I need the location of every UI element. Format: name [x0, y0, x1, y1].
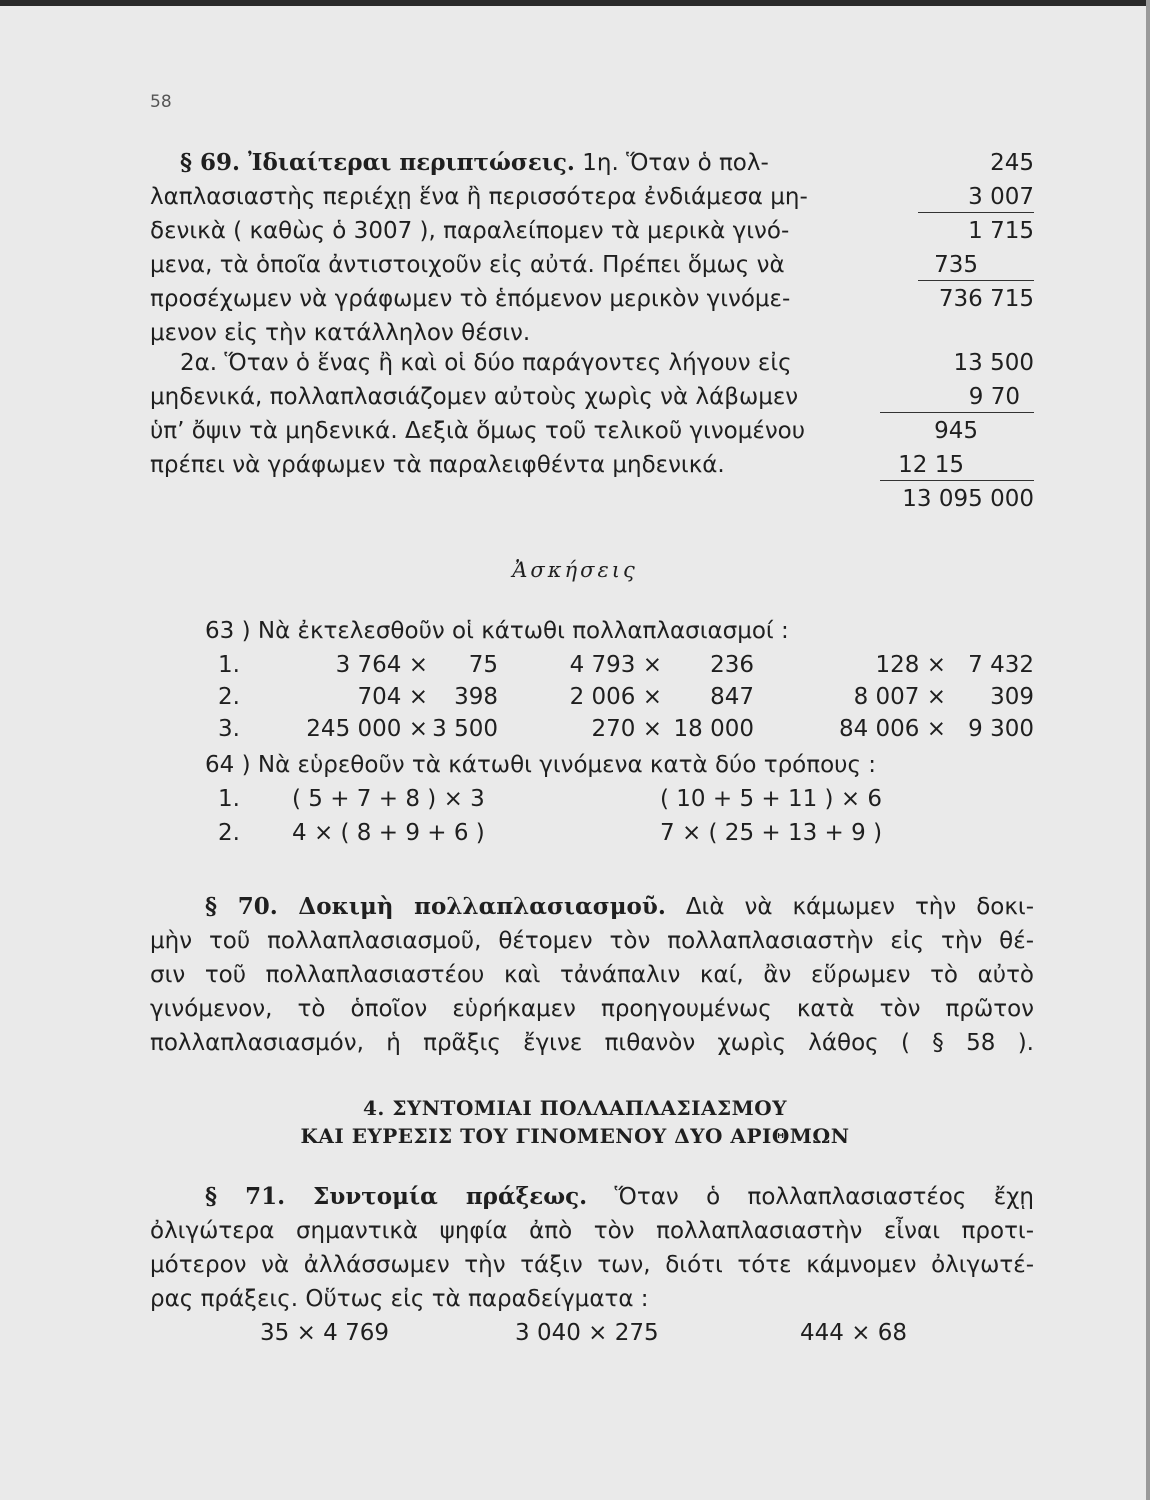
ex63-row1-c: 4 793 ×: [569, 652, 662, 678]
calc2-rule-2: [880, 480, 1034, 481]
calc2-multiplier: 9 70: [968, 384, 1020, 410]
ex63-row3-e: 84 006 ×: [838, 716, 946, 742]
ex64-row2-b: 7 × ( 25 + 13 + 9 ): [660, 820, 883, 846]
calc2-multiplicand: 13 500: [953, 350, 1034, 376]
s71-line-1: ὀλιγώτερα σημαντικὰ ψηφία ἀπὸ τὸν πολλαπλασιαστὴν εἶναι προτι-: [150, 1218, 1034, 1244]
s71-example-2: 3 040 × 275: [515, 1320, 659, 1346]
ex63-row2-b: 398: [454, 684, 498, 710]
s69-line-4: προσέχωμεν νὰ γράφωμεν τὸ ἑπόμενον μερικὸν γινόμε-: [150, 286, 791, 312]
s71-line-0: Ὅταν ὁ πολλαπλασιαστέος ἔχῃ: [614, 1184, 1035, 1210]
ex63-row3-num: 3.: [218, 716, 240, 742]
s69-line-1: λαπλασιαστὴς περιέχῃ ἕνα ἢ περισσότερα ἐνδιάμεσα μη-: [150, 184, 808, 210]
s70-line-3: γινόμενον, τὸ ὁποῖον εὑρήκαμεν προηγουμένως κατὰ τὸν πρῶτον: [150, 996, 1034, 1022]
calc1-multiplier: 3 007: [968, 184, 1034, 210]
calc2-rule-1: [880, 412, 1034, 413]
ex63-row2-a: 704 ×: [357, 684, 428, 710]
ex63-row2-d: 847: [710, 684, 754, 710]
s69b-line-2: ὑπ’ ὄψιν τὰ μηδενικά. Δεξιὰ ὅμως τοῦ τελικοῦ γινομένου: [150, 418, 806, 444]
s69-title: § 69. Ἰδιαίτεραι περιπτώσεις.: [180, 149, 575, 176]
s71-first-line: [205, 1182, 1034, 1212]
s71-example-3: 444 × 68: [800, 1320, 908, 1346]
scan-right-edge: [1146, 0, 1150, 1500]
ex63-row1-b: 75: [468, 652, 498, 678]
calc1-product: 736 715: [938, 286, 1034, 312]
ex63-row3-c: 270 ×: [591, 716, 662, 742]
exercises-title: Ἀσκήσεις: [512, 558, 638, 582]
s69-line-2: δενικὰ ( καθὼς ὁ 3007 ), παραλείπομεν τὰ μερικὰ γινό-: [150, 218, 790, 244]
ex63-row2-e: 8 007 ×: [853, 684, 946, 710]
ex63-prompt: 63 ) Νὰ ἐκτελεσθοῦν οἱ κάτωθι πολλαπλασιασμοί :: [205, 618, 789, 644]
ex63-row1-num: 1.: [218, 652, 240, 678]
s69-line-3: μενα, τὰ ὁποῖα ἀντιστοιχοῦν εἰς αὐτά. Πρέπει ὅμως νὰ: [150, 252, 785, 278]
s70-first-line: [205, 892, 1034, 922]
s71-line-2: μότερον νὰ ἀλλάσσωμεν τὴν τάξιν των, διότι τότε κάμνομεν ὀλιγωτέ-: [150, 1252, 1034, 1278]
calc1-partial-1: 1 715: [968, 218, 1034, 244]
ex64-row1-a: ( 5 + 7 + 8 ) × 3: [292, 786, 485, 812]
calc1-partial-2: 735: [934, 252, 978, 278]
s69-line-5: μενον εἰς τὴν κατάλληλον θέσιν.: [150, 320, 531, 346]
ex63-row3-b: 3 500: [432, 716, 498, 742]
ex63-row1-a: 3 764 ×: [335, 652, 428, 678]
ex63-row2-c: 2 006 ×: [569, 684, 662, 710]
page-number: 58: [150, 92, 172, 112]
ex63-row1-f: 7 432: [968, 652, 1034, 678]
section-heading-line-2: ΚΑΙ ΕΥΡΕΣΙΣ ΤΟΥ ΓΙΝΟΜΕΝΟΥ ΔΥΟ ΑΡΙΘΜΩΝ: [300, 1124, 850, 1148]
ex64-row2-num: 2.: [218, 820, 240, 846]
calc2-product: 13 095 000: [902, 486, 1034, 512]
s70-line-4: πολλαπλασιασμόν, ἡ πρᾶξις ἔγινε πιθανὸν χωρὶς λάθος ( § 58 ).: [150, 1030, 1034, 1056]
s69b-line-1: μηδενικά, πολλαπλασιάζομεν αὐτοὺς χωρὶς νὰ λάβωμεν: [150, 384, 799, 410]
calc2-partial-2: 12 15: [898, 452, 964, 478]
scan-top-edge: [0, 0, 1150, 6]
ex64-row1-num: 1.: [218, 786, 240, 812]
s69-line-0: 1η. Ὅταν ὁ πολ-: [582, 150, 769, 176]
ex64-row2-a: 4 × ( 8 + 9 + 6 ): [292, 820, 485, 846]
ex64-prompt: 64 ) Νὰ εὑρεθοῦν τὰ κάτωθι γινόμενα κατὰ δύο τρόπους :: [205, 752, 877, 778]
s71-example-1: 35 × 4 769: [260, 1320, 390, 1346]
ex63-row3-f: 9 300: [968, 716, 1034, 742]
s71-title: § 71. Συντομία πράξεως.: [205, 1183, 588, 1210]
calc2-partial-1: 945: [934, 418, 978, 444]
ex63-row3-d: 18 000: [673, 716, 754, 742]
section-heading-line-1: 4. ΣΥΝΤΟΜΙΑΙ ΠΟΛΛΑΠΛΑΣΙΑΣΜΟΥ: [363, 1096, 787, 1120]
ex63-row2-num: 2.: [218, 684, 240, 710]
ex63-row2-f: 309: [990, 684, 1034, 710]
calc1-rule-1: [918, 212, 1034, 213]
s69-first-line: [180, 148, 769, 178]
s70-line-2: σιν τοῦ πολλαπλασιαστέου καὶ τἀνάπαλιν καί, ἂν εὕρωμεν τὸ αὐτὸ: [150, 962, 1034, 988]
s70-line-0: Διὰ νὰ κάμωμεν τὴν δοκι-: [685, 894, 1034, 920]
ex63-row1-e: 128 ×: [875, 652, 946, 678]
calc1-multiplicand: 245: [990, 150, 1034, 176]
ex64-row1-b: ( 10 + 5 + 11 ) × 6: [660, 786, 883, 812]
ex63-row1-d: 236: [710, 652, 754, 678]
s71-line-3: ρας πράξεις. Οὕτως εἰς τὰ παραδείγματα :: [150, 1286, 649, 1312]
s70-line-1: μὴν τοῦ πολλαπλασιασμοῦ, θέτομεν τὸν πολλαπλασιαστὴν εἰς τὴν θέ-: [150, 928, 1034, 954]
s69b-line-0: 2α. Ὅταν ὁ ἕνας ἢ καὶ οἱ δύο παράγοντες λήγουν εἰς: [180, 350, 792, 376]
ex63-row3-a: 245 000 ×: [306, 716, 428, 742]
s70-title: § 70. Δοκιμὴ πολλαπλασιασμοῦ.: [205, 893, 666, 920]
s69b-line-3: πρέπει νὰ γράφωμεν τὰ παραλειφθέντα μηδενικά.: [150, 452, 725, 478]
calc1-rule-2: [918, 280, 1034, 281]
